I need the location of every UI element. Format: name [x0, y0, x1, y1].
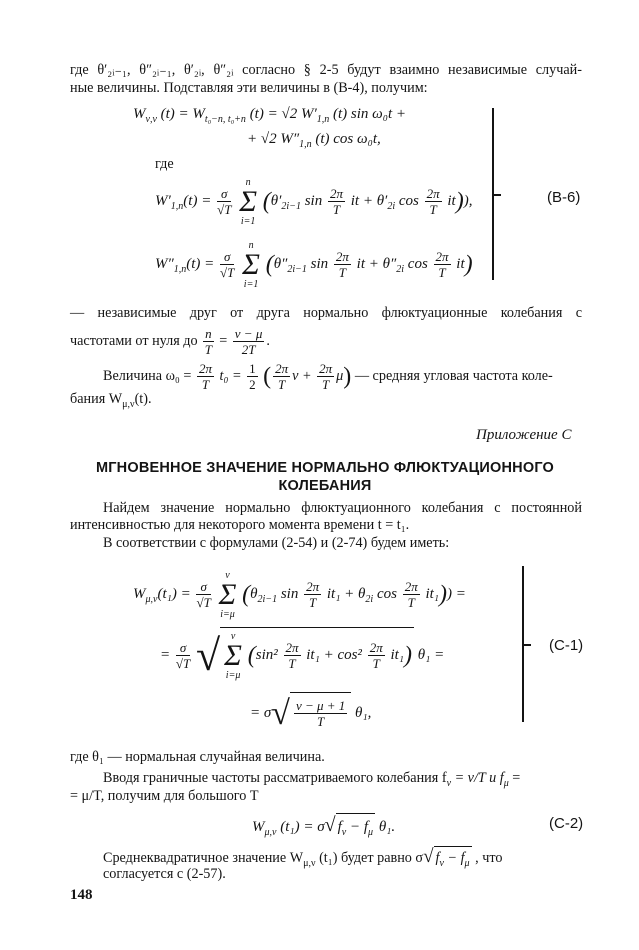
- paragraph-7-line-2: = μ/T, получим для большого T: [70, 788, 259, 804]
- eq-c1-line-1: $W_{\mu,\nu}(t_1)$ = $\frac{\sigma}{√T}$ ν Σ i=μ ($\theta_{2i-1}$ sin $\frac{2\pi}{T}$ $it_1 + \theta_{2i}$ cos $\frac{2\pi}{T}$ it₁)) =: [133, 569, 466, 620]
- paragraph-4-line-1: Найдем значение нормально флюктуационного колебания с постоянной: [103, 500, 582, 516]
- page-number: 148: [70, 887, 93, 903]
- eq-b6-brace: [478, 108, 494, 280]
- paragraph-5: В соответствии с формулами (2-54) и (2-74) будем иметь:: [103, 535, 450, 551]
- paragraph-8-line-2: согласуется с (2-57).: [103, 866, 226, 882]
- eq-c1-brace: [508, 566, 524, 722]
- section-title-line-1: МГНОВЕННОЕ ЗНАЧЕНИЕ НОРМАЛЬНО ФЛЮКТУАЦИОННОГО: [95, 460, 555, 476]
- paragraph-3-line-1: Величина ω₀ = $\frac{2\pi}{T}$ t₀ = $\frac{1}{2}$ ( $\frac{2\pi}{T}$ ν + $\frac{2\pi}{T}$ μ) — средняя угловая частота коле-: [103, 361, 553, 393]
- eq-c1-line-3: = σ√ $\frac{\nu - \mu + 1}{T}$ θ₁,: [250, 692, 371, 734]
- eq-b6-line-2: + √2 $W''_{1,n}$ (t) cos ω₀t,: [247, 131, 381, 150]
- eq-w-prime: $W'_{1,n}(t)$ = $\frac{\sigma}{√T}$ n Σ i=1 ($\theta'_{2i-1}$ sin $\frac{2\pi}{T}$ it + $\theta'_{2i}$ cos $\frac{2\pi}{T}$ it)),: [155, 176, 473, 227]
- paragraph-7-line-1: Вводя граничные частоты рассматриваемого колебания $f_\nu = \nu/T$ и $f_\mu$ =: [103, 770, 521, 789]
- paragraph-1-line-1: где θ′₂ᵢ₋₁, θ″₂ᵢ₋₁, θ′₂ᵢ, θ″₂ᵢ согласно § 2-5 будут взаимно независимые случай-: [70, 62, 582, 78]
- eq-c1-line-2: = $\frac{\sigma}{√T}$ √ ν Σ i=μ (sin² $\frac{2\pi}{T}$ it₁ + cos² $\frac{2\pi}{T}$ it₁) θ₁ =: [160, 626, 444, 684]
- eq-c2: $W_{\mu,\nu}$ (t₁) = σ√ $f_\nu - f_\mu$ θ₁.: [252, 812, 395, 846]
- paragraph-6: где θ₁ — нормальная случайная величина.: [70, 749, 325, 765]
- paragraph-1-line-2: ные величины. Подставляя эти величины в (В-4), получим:: [70, 80, 428, 96]
- paragraph-8-line-1: Среднеквадратичное значение $W_{\mu,\nu}$ (t₁) будет равно σ√ $f_\nu - f_\mu$ , что: [103, 846, 502, 875]
- section-title-line-2: КОЛЕБАНИЯ: [278, 478, 372, 494]
- paragraph-3-line-2: бания $W_{\mu,\nu}(t)$.: [70, 391, 152, 410]
- eq-c1-label: (С-1): [549, 637, 584, 654]
- paragraph-4-line-2: интенсивностью для некоторого момента времени t = t₁.: [70, 517, 410, 533]
- appendix-label: Приложение С: [476, 427, 572, 443]
- eq-w-double-prime: $W''_{1,n}(t)$ = $\frac{\sigma}{√T}$ n Σ i=1 ($\theta''_{2i-1}$ sin $\frac{2\pi}{T}$ it + $\theta''_{2i}$ cos $\frac{2\pi}{T}$ it): [155, 239, 473, 290]
- paragraph-2-line-2: частотами от нуля до $\frac{n}{T}$ = $\frac{\nu - \mu}{2T}$ .: [70, 326, 270, 358]
- eq-b6-label: (В-6): [547, 189, 581, 206]
- eq-b6-line-1: $W_{\nu,\nu}$ $(t) = W_{t_0-n, t_0+n}$ (t) = √2 $W'_{1,n}$ (t) sin ω₀t +: [133, 106, 406, 125]
- where-label-1: где: [155, 156, 174, 172]
- paragraph-2-line-1: — независимые друг от друга нормально флюктуационные колебания с: [70, 305, 582, 321]
- eq-c2-label: (С-2): [549, 815, 584, 832]
